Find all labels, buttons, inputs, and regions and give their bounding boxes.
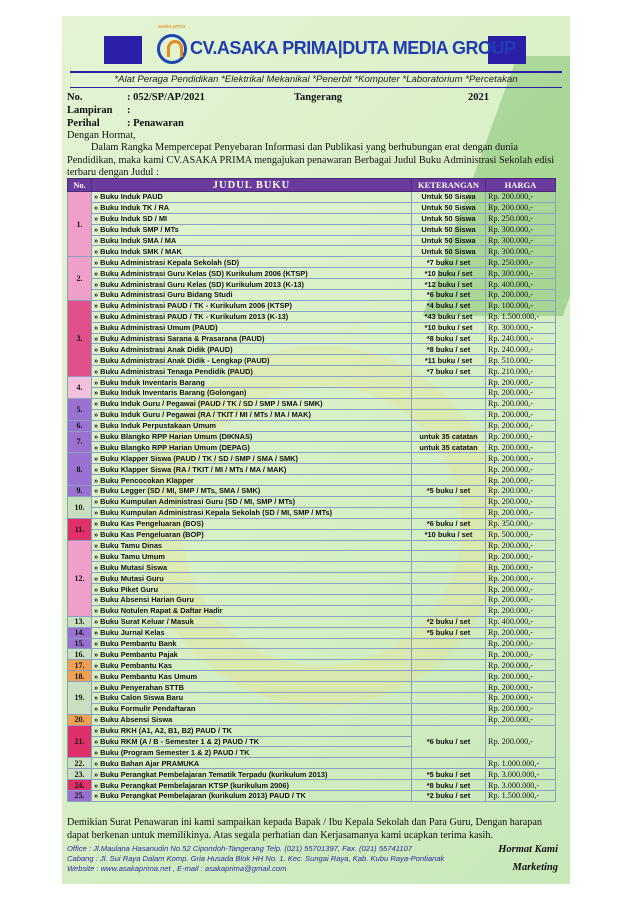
row-number: 16. xyxy=(68,649,92,660)
table-row xyxy=(68,235,556,246)
table-row xyxy=(68,605,556,616)
book-title: » Buku RKM (A / B - Semester 1 & 2) PAUD / TK xyxy=(92,736,412,747)
book-price: Rp. 200.000,- xyxy=(486,584,556,595)
book-keterangan: *5 buku / set xyxy=(412,486,486,497)
book-keterangan: *10 buku / set xyxy=(412,322,486,333)
row-number: 9. xyxy=(68,486,92,497)
book-title: » Buku Perangkat Pembelajaran (kurikulum 2013) PAUD / TK xyxy=(92,790,412,801)
table-row xyxy=(68,464,556,475)
book-title: » Buku Pembantu Bank xyxy=(92,638,412,649)
table-row xyxy=(68,420,556,431)
header-divider-thin xyxy=(70,87,562,88)
book-price: Rp. 200.000,- xyxy=(486,594,556,605)
table-row xyxy=(68,627,556,638)
table-row xyxy=(68,355,556,366)
book-price: Rp. 300.000,- xyxy=(486,322,556,333)
book-title: » Buku Induk Guru / Pegawai (PAUD / TK / SD / SMP / SMA / SMK) xyxy=(92,398,412,409)
book-keterangan: Untuk 50 Siswa xyxy=(412,213,486,224)
book-title: » Buku Pembantu Kas Umum xyxy=(92,671,412,682)
row-number: 19. xyxy=(68,682,92,715)
table-row xyxy=(68,202,556,213)
row-number: 23. xyxy=(68,769,92,780)
book-title: » Buku Administrasi Anak Didik - Lengkap (PAUD) xyxy=(92,355,412,366)
row-number: 24. xyxy=(68,780,92,791)
table-row xyxy=(68,496,556,507)
book-price: Rp. 1.500.000,- xyxy=(486,790,556,801)
book-price: Rp. 200.000,- xyxy=(486,551,556,562)
book-keterangan xyxy=(412,703,486,714)
book-keterangan xyxy=(412,573,486,584)
book-keterangan xyxy=(412,398,486,409)
row-number: 10. xyxy=(68,496,92,518)
book-keterangan: *11 buku / set xyxy=(412,355,486,366)
price-table xyxy=(67,178,556,802)
book-keterangan: Untuk 50 Siswa xyxy=(412,202,486,213)
book-keterangan xyxy=(412,475,486,486)
book-keterangan: *5 buku / set xyxy=(412,627,486,638)
table-row xyxy=(68,257,556,268)
row-number: 4. xyxy=(68,377,92,399)
table-row xyxy=(68,388,556,399)
book-title: » Buku Kumpulan Administrasi Guru (SD / MI, SMP / MTs) xyxy=(92,496,412,507)
row-number: 11. xyxy=(68,518,92,540)
table-row xyxy=(68,279,556,290)
book-keterangan: untuk 35 catatan xyxy=(412,442,486,453)
book-title: » Buku Piket Guru xyxy=(92,584,412,595)
book-keterangan: *6 buku / set xyxy=(412,725,486,758)
book-title: » Buku Administrasi Guru Bidang Studi xyxy=(92,290,412,301)
book-price: Rp. 300.000,- xyxy=(486,224,556,235)
book-price: Rp. 200.000,- xyxy=(486,725,556,758)
year: 2021 xyxy=(468,92,489,103)
book-price: Rp. 210.000,- xyxy=(486,366,556,377)
book-price: Rp. 200.000,- xyxy=(486,486,556,497)
letter-number-row xyxy=(67,92,205,103)
table-body xyxy=(68,192,556,802)
perihal-row xyxy=(67,118,184,129)
book-title: » Buku Administrasi PAUD / TK - Kurikulum 2013 (K-13) xyxy=(92,311,412,322)
book-title: » Buku Induk SD / MI xyxy=(92,213,412,224)
book-price: Rp. 100.000,- xyxy=(486,300,556,311)
book-title: » Buku Perangkat Pembelajaran KTSP (kurikulum 2006) xyxy=(92,780,412,791)
book-keterangan xyxy=(412,562,486,573)
book-keterangan xyxy=(412,638,486,649)
tagline: *Alat Peraga Pendidikan *Elektrikal Mekanikal *Penerbit *Komputer *Laboratorium *Percetakan xyxy=(114,74,518,85)
book-price: Rp. 200.000,- xyxy=(486,496,556,507)
table-row xyxy=(68,377,556,388)
row-number: 1. xyxy=(68,192,92,257)
col-judul: JUDUL BUKU xyxy=(92,179,412,192)
table-row xyxy=(68,780,556,791)
row-number: 7. xyxy=(68,431,92,453)
company-logo-icon xyxy=(157,34,187,64)
book-title: » Buku Kas Pengeluaran (BOP) xyxy=(92,529,412,540)
book-title: » Buku Blangko RPP Harian Umum (DIKNAS) xyxy=(92,431,412,442)
book-keterangan: *2 buku / set xyxy=(412,616,486,627)
book-keterangan: *2 buku / set xyxy=(412,790,486,801)
book-title: » Buku Mutasi Siswa xyxy=(92,562,412,573)
branch-address: Cabang : Jl. Sui Raya Dalam Komp. Gria Husada Blok HH No. 1. Kec. Sungai Raya, Kab. Kubu Raya-Pontianak xyxy=(67,854,445,863)
book-keterangan: Untuk 50 Siswa xyxy=(412,192,486,203)
book-price: Rp. 200.000,- xyxy=(486,682,556,693)
row-number: 13. xyxy=(68,616,92,627)
table-row xyxy=(68,573,556,584)
table-row xyxy=(68,486,556,497)
number-label: No. xyxy=(67,92,83,103)
book-title: » Buku Induk SMA / MA xyxy=(92,235,412,246)
book-keterangan: *4 buku / set xyxy=(412,300,486,311)
company-name: CV.ASAKA PRIMA|DUTA MEDIA GROUP xyxy=(190,38,516,58)
lampiran-label: Lampiran xyxy=(67,105,113,116)
book-keterangan: *8 buku / set xyxy=(412,780,486,791)
book-keterangan xyxy=(412,671,486,682)
book-title: » Buku RKH (A1, A2, B1, B2) PAUD / TK xyxy=(92,725,412,736)
table-row xyxy=(68,322,556,333)
table-row xyxy=(68,213,556,224)
book-keterangan: *8 buku / set xyxy=(412,344,486,355)
book-keterangan: *10 buku / set xyxy=(412,529,486,540)
book-price: Rp. 200.000,- xyxy=(486,388,556,399)
table-row xyxy=(68,692,556,703)
table-row xyxy=(68,398,556,409)
book-price: Rp. 200.000,- xyxy=(486,453,556,464)
book-title: » Buku Induk SMP / MTs xyxy=(92,224,412,235)
book-price: Rp. 200.000,- xyxy=(486,660,556,671)
book-price: Rp. 300.000,- xyxy=(486,235,556,246)
book-keterangan xyxy=(412,758,486,769)
table-row xyxy=(68,703,556,714)
book-keterangan: untuk 35 catatan xyxy=(412,431,486,442)
book-title: » Buku Induk Guru / Pegawai (RA / TKIT / MI / MTs / MA / MAK) xyxy=(92,409,412,420)
book-title: » Buku Tamu Umum xyxy=(92,551,412,562)
book-price: Rp. 200.000,- xyxy=(486,202,556,213)
website-email: Website : www.asakaprima.net , E-mail : asakaprima@gmail.com xyxy=(67,864,287,873)
book-price: Rp. 3.000.000,- xyxy=(486,780,556,791)
book-keterangan xyxy=(412,682,486,693)
book-price: Rp. 350.000,- xyxy=(486,518,556,529)
table-row xyxy=(68,671,556,682)
book-title: » Buku Bahan Ajar PRAMUKA xyxy=(92,758,412,769)
row-number: 5. xyxy=(68,398,92,420)
table-row xyxy=(68,246,556,257)
perihal-value: : Penawaran xyxy=(127,118,184,129)
table-row xyxy=(68,529,556,540)
book-price: Rp. 200.000,- xyxy=(486,409,556,420)
book-price: Rp. 240.000,- xyxy=(486,344,556,355)
table-row xyxy=(68,551,556,562)
book-price: Rp. 3.000.000,- xyxy=(486,769,556,780)
book-price: Rp. 200.000,- xyxy=(486,420,556,431)
book-price: Rp. 200.000,- xyxy=(486,671,556,682)
book-keterangan xyxy=(412,584,486,595)
book-price: Rp. 200.000,- xyxy=(486,442,556,453)
book-title: » Buku Induk TK / RA xyxy=(92,202,412,213)
book-title: » Buku Administrasi Kepala Sekolah (SD) xyxy=(92,257,412,268)
book-keterangan xyxy=(412,420,486,431)
book-title: » Buku Administrasi Tenaga Pendidik (PAUD) xyxy=(92,366,412,377)
table-row xyxy=(68,790,556,801)
book-keterangan xyxy=(412,496,486,507)
book-title: » Buku Kumpulan Administrasi Kepala Sekolah (SD / MI, SMP / MTs) xyxy=(92,507,412,518)
book-keterangan: *6 buku / set xyxy=(412,290,486,301)
book-title: » Buku Formulir Pendaftaran xyxy=(92,703,412,714)
book-price: Rp. 200.000,- xyxy=(486,507,556,518)
city: Tangerang xyxy=(294,92,343,103)
book-price: Rp. 1.000.000,- xyxy=(486,758,556,769)
book-price: Rp. 250.000,- xyxy=(486,257,556,268)
book-price: Rp. 200.000,- xyxy=(486,464,556,475)
table-row xyxy=(68,192,556,203)
table-row xyxy=(68,366,556,377)
book-title: » Buku Pembantu Kas xyxy=(92,660,412,671)
table-row xyxy=(68,562,556,573)
book-title: » Buku Notulen Rapat & Daftar Hadir xyxy=(92,605,412,616)
book-keterangan: Untuk 50 Siswa xyxy=(412,246,486,257)
table-row xyxy=(68,311,556,322)
book-keterangan xyxy=(412,464,486,475)
book-keterangan xyxy=(412,540,486,551)
row-number: 22. xyxy=(68,758,92,769)
book-price: Rp. 500.000,- xyxy=(486,529,556,540)
table-row xyxy=(68,714,556,725)
book-title: » Buku Induk Inventaris Barang xyxy=(92,377,412,388)
table-row xyxy=(68,616,556,627)
book-title: » Buku Pencocokan Klapper xyxy=(92,475,412,486)
book-keterangan: *12 buku / set xyxy=(412,279,486,290)
book-price: Rp. 200.000,- xyxy=(486,649,556,660)
letterhead xyxy=(62,16,570,96)
row-number: 15. xyxy=(68,638,92,649)
book-title: » Buku Klapper Siswa (RA / TKIT / MI / MTs / MA / MAK) xyxy=(92,464,412,475)
lampiran-value: : xyxy=(127,105,131,116)
table-row xyxy=(68,442,556,453)
closing-paragraph: Demikian Surat Penawaran ini kami sampaikan kepada Bapak / Ibu Kepala Sekolah dan Para Guru, Dengan harapan dapat berkenan untuk memilikinya. Atas segala perhatian dan Kerjasamanya kami ucapkan terima kasih. xyxy=(67,817,542,841)
book-title: » Buku Legger (SD / MI, SMP / MTs, SMA / SMK) xyxy=(92,486,412,497)
book-keterangan xyxy=(412,453,486,464)
book-title: » Buku Klapper Siswa (PAUD / TK / SD / SMP / SMA / SMK) xyxy=(92,453,412,464)
table-row xyxy=(68,758,556,769)
book-title: » Buku Induk Perpustakaan Umum xyxy=(92,420,412,431)
table-row xyxy=(68,540,556,551)
book-title: » Buku Pembantu Pajak xyxy=(92,649,412,660)
perihal-label: Perihal xyxy=(67,118,100,129)
book-keterangan: *43 buku / set xyxy=(412,311,486,322)
book-title: » Buku Absensi Siswa xyxy=(92,714,412,725)
row-number: 6. xyxy=(68,420,92,431)
book-keterangan xyxy=(412,594,486,605)
row-number: 21. xyxy=(68,725,92,758)
book-keterangan: Untuk 50 Siswa xyxy=(412,235,486,246)
book-keterangan: *7 buku / set xyxy=(412,257,486,268)
table-row xyxy=(68,660,556,671)
logo-subtitle: asaka prima xyxy=(158,24,186,30)
row-number: 3. xyxy=(68,300,92,376)
book-keterangan xyxy=(412,660,486,671)
book-keterangan xyxy=(412,551,486,562)
greeting: Dengan Hormat, xyxy=(67,130,136,141)
book-title: » Buku Induk PAUD xyxy=(92,192,412,203)
table-row xyxy=(68,507,556,518)
table-row xyxy=(68,431,556,442)
book-price: Rp. 200.000,- xyxy=(486,605,556,616)
book-keterangan: *6 buku / set xyxy=(412,518,486,529)
book-keterangan xyxy=(412,377,486,388)
book-price: Rp. 240.000,- xyxy=(486,333,556,344)
book-title: » Buku (Program Semester 1 & 2) PAUD / TK xyxy=(92,747,412,758)
letter-page xyxy=(62,16,570,884)
book-price: Rp. 200.000,- xyxy=(486,398,556,409)
book-keterangan xyxy=(412,388,486,399)
book-price: Rp. 200.000,- xyxy=(486,192,556,203)
decorative-block-left xyxy=(104,36,142,64)
book-price: Rp. 200.000,- xyxy=(486,377,556,388)
book-keterangan xyxy=(412,605,486,616)
row-number: 2. xyxy=(68,257,92,301)
book-price: Rp. 200.000,- xyxy=(486,627,556,638)
book-price: Rp. 400.000,- xyxy=(486,279,556,290)
book-title: » Buku Kas Pengeluaran (BOS) xyxy=(92,518,412,529)
book-keterangan: *10 buku / set xyxy=(412,268,486,279)
table-row xyxy=(68,682,556,693)
table-row xyxy=(68,224,556,235)
book-title: » Buku Administrasi Guru Kelas (SD) Kurikulum 2013 (K-13) xyxy=(92,279,412,290)
book-title: » Buku Tamu Dinas xyxy=(92,540,412,551)
book-price: Rp. 200.000,- xyxy=(486,290,556,301)
book-keterangan xyxy=(412,507,486,518)
book-keterangan: Untuk 50 Siswa xyxy=(412,224,486,235)
book-title: » Buku Mutasi Guru xyxy=(92,573,412,584)
book-price: Rp. 300.000,- xyxy=(486,268,556,279)
book-price: Rp. 200.000,- xyxy=(486,540,556,551)
table-row xyxy=(68,290,556,301)
row-number: 17. xyxy=(68,660,92,671)
book-price: Rp. 200.000,- xyxy=(486,714,556,725)
book-title: » Buku Administrasi Anak Didik (PAUD) xyxy=(92,344,412,355)
book-title: » Buku Induk Inventaris Barang (Golongan) xyxy=(92,388,412,399)
number-value: : 052/SP/AP/2021 xyxy=(127,92,205,103)
col-harga: HARGA xyxy=(486,179,556,192)
book-title: » Buku Perangkat Pembelajaran Tematik Terpadu (kurikulum 2013) xyxy=(92,769,412,780)
table-row xyxy=(68,409,556,420)
table-row xyxy=(68,344,556,355)
lampiran-row xyxy=(67,105,131,116)
book-title: » Buku Administrasi Sarana & Prasarana (PAUD) xyxy=(92,333,412,344)
col-no: No. xyxy=(68,179,92,192)
book-price: Rp. 250.000,- xyxy=(486,213,556,224)
regards: Hormat Kami xyxy=(498,844,558,855)
table-row xyxy=(68,268,556,279)
office-address: Office : Jl.Maulana Hasanudin No.52 Cipondoh-Tangerang Telp. (021) 55701397, Fax. (021) 55741107 xyxy=(67,844,413,853)
row-number: 8. xyxy=(68,453,92,486)
book-price: Rp. 200.000,- xyxy=(486,431,556,442)
book-keterangan xyxy=(412,649,486,660)
table-row xyxy=(68,725,556,736)
book-title: » Buku Administrasi Umum (PAUD) xyxy=(92,322,412,333)
intro-paragraph: Dalam Rangka Mempercepat Penyebaran Informasi dan Publikasi yang berhubungan erat dengan dunia Pendidikan, maka kami CV.ASAKA PRIMA mengajukan penawaran Berbagai Judul Buku Administrasi Sekolah edisi terbaru dengan Judul : xyxy=(67,142,555,178)
book-price: Rp. 200.000,- xyxy=(486,638,556,649)
row-number: 12. xyxy=(68,540,92,616)
book-keterangan xyxy=(412,409,486,420)
table-row xyxy=(68,638,556,649)
book-title: » Buku Administrasi Guru Kelas (SD) Kurikulum 2006 (KTSP) xyxy=(92,268,412,279)
table-row xyxy=(68,300,556,311)
signer-title: Marketing xyxy=(512,862,558,873)
row-number: 14. xyxy=(68,627,92,638)
book-price: Rp. 200.000,- xyxy=(486,573,556,584)
book-title: » Buku Administrasi PAUD / TK - Kurikulum 2006 (KTSP) xyxy=(92,300,412,311)
table-row xyxy=(68,518,556,529)
book-title: » Buku Absensi Harian Guru xyxy=(92,594,412,605)
table-row xyxy=(68,475,556,486)
book-keterangan xyxy=(412,714,486,725)
table-row xyxy=(68,333,556,344)
book-keterangan: *5 buku / set xyxy=(412,769,486,780)
header-divider xyxy=(70,71,562,73)
book-price: Rp. 200.000,- xyxy=(486,475,556,486)
table-row xyxy=(68,584,556,595)
book-title: » Buku Induk SMK / MAK xyxy=(92,246,412,257)
table-row xyxy=(68,453,556,464)
book-price: Rp. 200.000,- xyxy=(486,692,556,703)
book-price: Rp. 300.000,- xyxy=(486,246,556,257)
book-title: » Buku Jurnal Kelas xyxy=(92,627,412,638)
book-title: » Buku Blangko RPP Harian Umum (DEPAG) xyxy=(92,442,412,453)
book-price: Rp. 510.000,- xyxy=(486,355,556,366)
row-number: 20. xyxy=(68,714,92,725)
col-keterangan: KETERANGAN xyxy=(412,179,486,192)
book-title: » Buku Calon Siswa Baru xyxy=(92,692,412,703)
book-keterangan: *7 buku / set xyxy=(412,366,486,377)
row-number: 25. xyxy=(68,790,92,801)
table-header xyxy=(68,179,556,192)
table-row xyxy=(68,649,556,660)
row-number: 18. xyxy=(68,671,92,682)
book-keterangan xyxy=(412,692,486,703)
book-price: Rp. 400.000,- xyxy=(486,616,556,627)
book-price: Rp. 200.000,- xyxy=(486,703,556,714)
table-row xyxy=(68,769,556,780)
book-keterangan: *8 buku / set xyxy=(412,333,486,344)
table-row xyxy=(68,594,556,605)
book-price: Rp. 1.500.000,- xyxy=(486,311,556,322)
book-title: » Buku Penyerahan STTB xyxy=(92,682,412,693)
book-price: Rp. 200.000,- xyxy=(486,562,556,573)
book-title: » Buku Surat Keluar / Masuk xyxy=(92,616,412,627)
